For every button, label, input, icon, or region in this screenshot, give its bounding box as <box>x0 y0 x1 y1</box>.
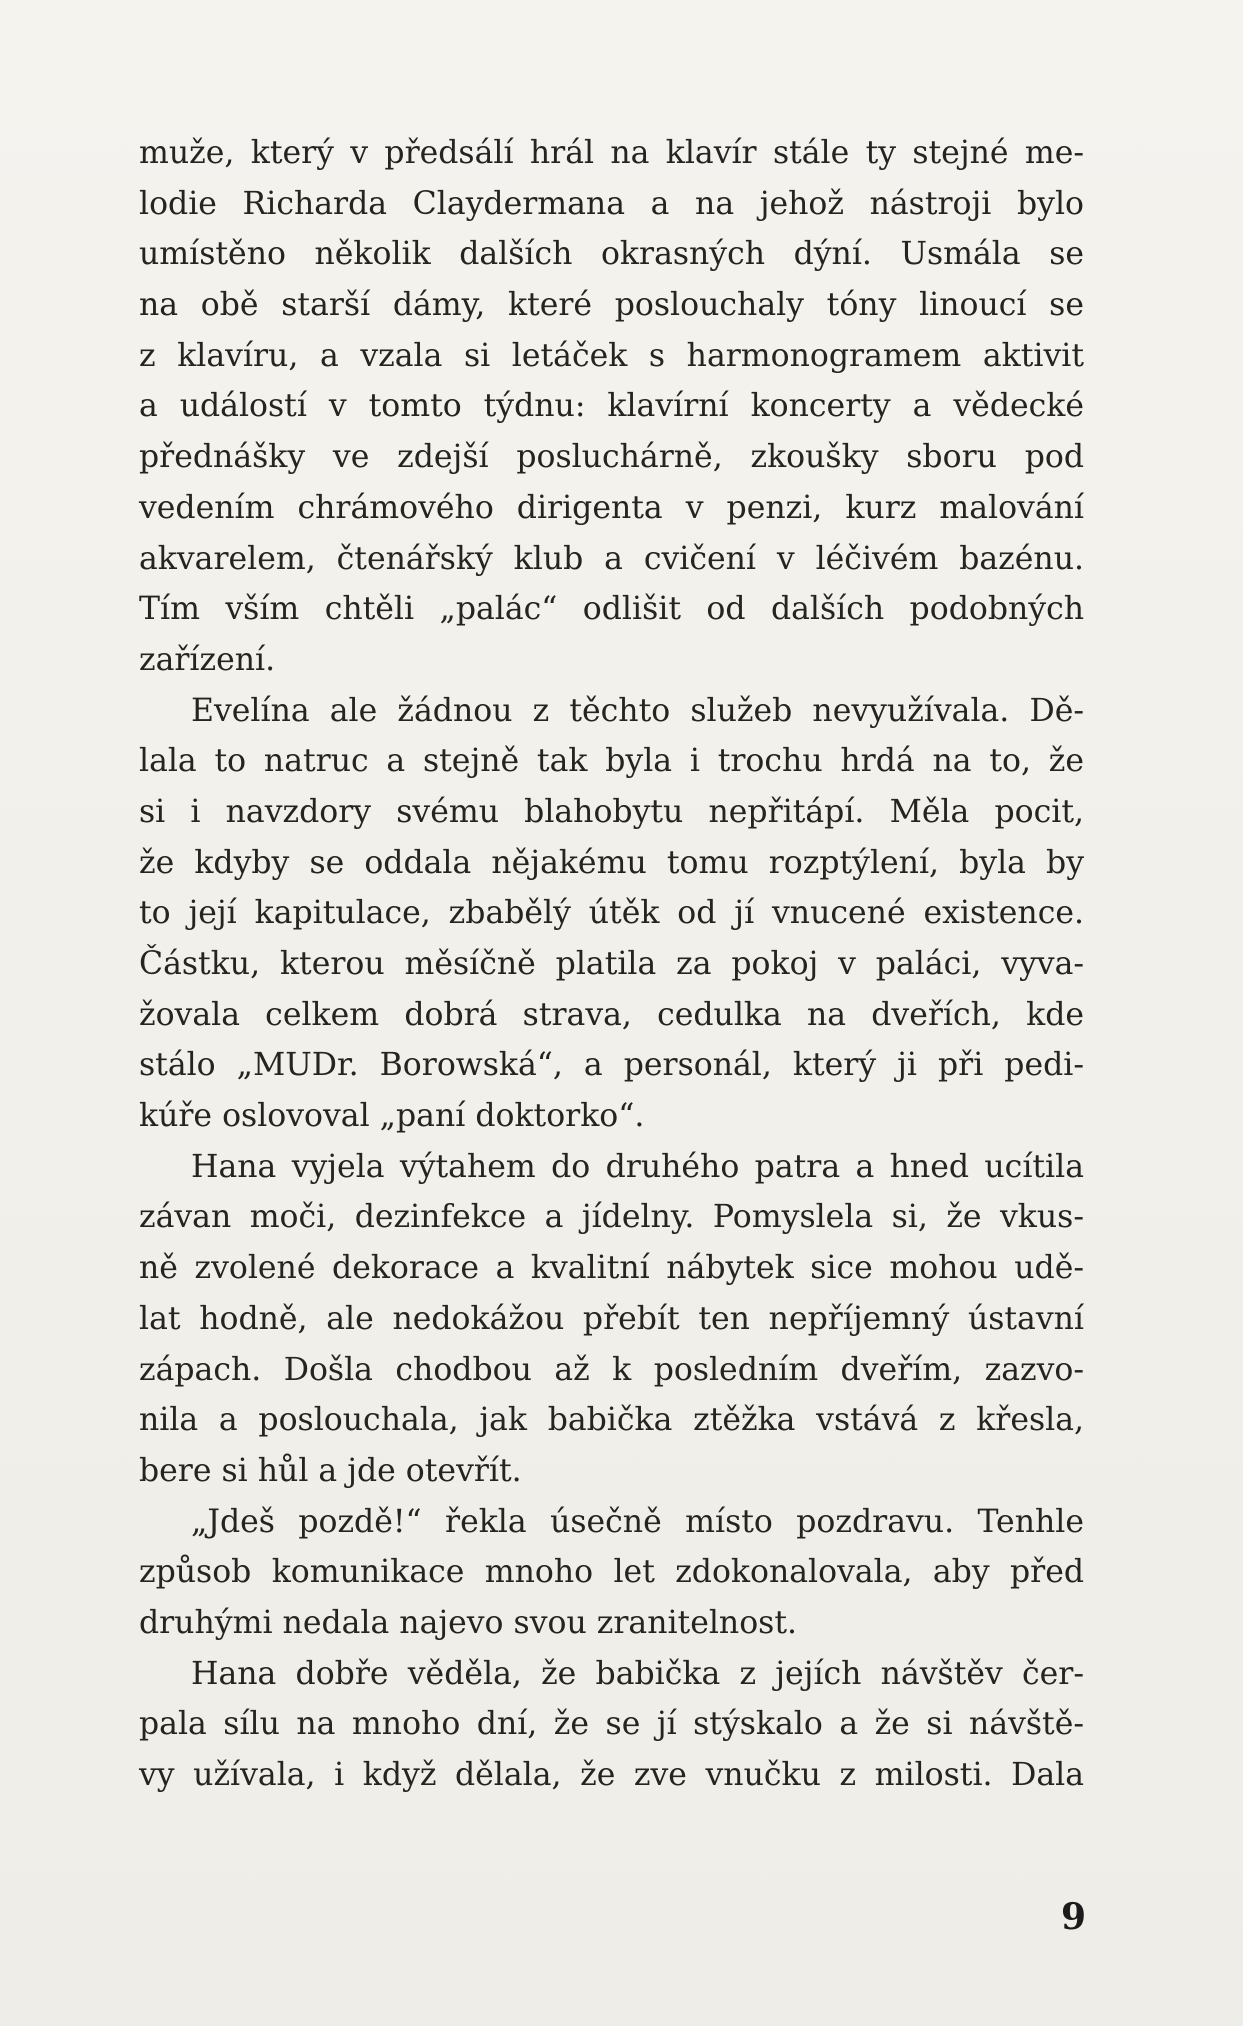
text-line: závan moči, dezinfekce a jídelny. Pomyslela si, že vkus- <box>139 1199 1084 1236</box>
text-line: Evelína ale žádnou z těchto služeb nevyužívala. Dě- <box>191 692 1084 729</box>
text-line: umístěno několik dalších okrasných dýní. Usmála se <box>139 236 1084 273</box>
page-number: 9 <box>1060 1896 1086 1938</box>
text-line: způsob komunikace mnoho let zdokonalovala, aby před <box>139 1554 1084 1591</box>
body-text <box>139 128 1084 1801</box>
text-line: zápach. Došla chodbou až k posledním dveřím, zazvo- <box>139 1351 1084 1388</box>
text-line: přednášky ve zdejší posluchárně, zkoušky sboru pod <box>139 439 1084 476</box>
text-line: Hana vyjela výtahem do druhého patra a hned ucítila <box>191 1148 1084 1185</box>
text-line: z klavíru, a vzala si letáček s harmonogramem aktivit <box>139 337 1084 374</box>
text-line: stálo „MUDr. Borowská“, a personál, který ji při pedi- <box>139 1047 1084 1084</box>
text-line: Částku, kterou měsíčně platila za pokoj v paláci, vyva- <box>139 946 1084 982</box>
text-line: vy užívala, i když dělala, že zve vnučku z milosti. Dala <box>139 1757 1084 1793</box>
text-line: „Jdeš pozdě!“ řekla úsečně místo pozdravu. Tenhle <box>191 1503 1084 1540</box>
text-line: lat hodně, ale nedokážou přebít ten nepříjemný ústavní <box>139 1300 1084 1337</box>
text-line: to její kapitulace, zbabělý útěk od jí vnucené existence. <box>139 895 1084 932</box>
text-line: zařízení. <box>139 641 276 678</box>
text-line: lodie Richarda Claydermana a na jehož nástroji bylo <box>139 185 1084 222</box>
text-line: muže, který v předsálí hrál na klavír stále ty stejné me- <box>139 135 1084 171</box>
text-line: Tím vším chtěli „palác“ odlišit od dalších podobných <box>139 591 1084 628</box>
text-line: druhými nedala najevo svou zranitelnost. <box>139 1604 798 1641</box>
text-line: ně zvolené dekorace a kvalitní nábytek sice mohou udě- <box>139 1250 1084 1287</box>
text-line: bere si hůl a jde otevřít. <box>139 1452 522 1489</box>
text-line: Hana dobře věděla, že babička z jejích návštěv čer- <box>191 1655 1084 1692</box>
text-line: kúře oslovoval „paní doktorko“. <box>139 1098 645 1135</box>
text-line: pala sílu na mnoho dní, že se jí stýskalo a že si návště- <box>139 1706 1084 1743</box>
text-line: a událostí v tomto týdnu: klavírní koncerty a vědecké <box>139 388 1084 425</box>
text-line: že kdyby se oddala nějakému tomu rozptýlení, byla by <box>139 844 1084 881</box>
text-line: lala to natruc a stejně tak byla i trochu hrdá na to, že <box>139 743 1084 780</box>
text-line: na obě starší dámy, které poslouchaly tóny linoucí se <box>139 287 1084 324</box>
text-line: akvarelem, čtenářský klub a cvičení v léčivém bazénu. <box>139 540 1084 577</box>
text-line: si i navzdory svému blahobytu nepřitápí. Měla pocit, <box>139 793 1084 830</box>
text-line: žovala celkem dobrá strava, cedulka na dveřích, kde <box>139 996 1084 1033</box>
text-line: nila a poslouchala, jak babička ztěžka vstává z křesla, <box>139 1402 1084 1439</box>
text-line: vedením chrámového dirigenta v penzi, kurz malování <box>139 489 1084 526</box>
